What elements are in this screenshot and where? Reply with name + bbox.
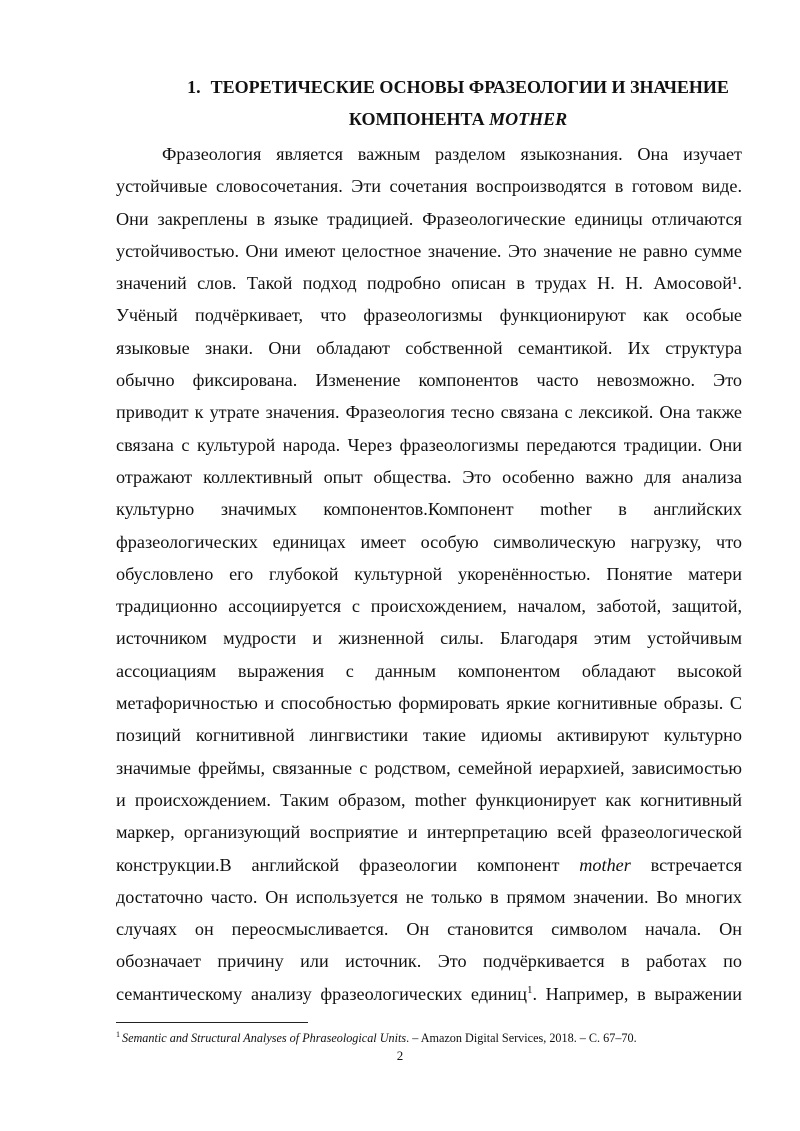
chapter-heading-line-2 bbox=[116, 106, 800, 132]
footnote-source-details: . – Amazon Digital Services, 2018. – С. 67–70. bbox=[406, 1031, 637, 1045]
text-segment: . Например, в выражении bbox=[532, 983, 742, 1004]
text-line: маркер, организующий восприятие и интерпретацию всей фразеологической bbox=[116, 822, 742, 843]
text-segment: встречается bbox=[650, 854, 742, 875]
text-segment: конструкции.В английской фразеологии компонент bbox=[116, 854, 560, 875]
text-line: отражают коллективный опыт общества. Это особенно важно для анализа bbox=[116, 466, 742, 487]
text-line: случаях он переосмысливается. Он становится символом начала. Он bbox=[116, 919, 742, 940]
text-line: и происхождением. Таким образом, mother функционирует как когнитивный bbox=[116, 789, 742, 810]
text-line: обусловлено его глубокой культурной укоренённостью. Понятие матери bbox=[116, 563, 742, 584]
text-line: языковые знаки. Они обладают собственной семантикой. Их структура bbox=[116, 337, 742, 358]
text-line: обозначает причину или источник. Это подчёркивается в работах по bbox=[116, 951, 742, 972]
chapter-title-keyword: MOTHER bbox=[489, 109, 568, 129]
page-number: 2 bbox=[396, 1048, 404, 1063]
text-line: метафоричностью и способностью формировать яркие когнитивные образы. С bbox=[116, 693, 742, 714]
text-line: устойчивостью. Они имеют целостное значение. Это значение не равно сумме bbox=[116, 240, 742, 261]
text-line-mixed bbox=[116, 978, 742, 1010]
footnote-source-title: Semantic and Structural Analyses of Phraseological Units bbox=[122, 1031, 407, 1045]
text-line: устойчивые словосочетания. Эти сочетания воспроизводятся в готовом виде. bbox=[116, 176, 742, 197]
chapter-number: 1. bbox=[187, 77, 201, 97]
text-line: традиционно ассоциируется с происхождением, началом, заботой, защитой, bbox=[116, 596, 742, 617]
text-line: Они закреплены в языке традицией. Фразеологические единицы отличаются bbox=[116, 208, 742, 229]
chapter-title-line-2: КОМПОНЕНТА bbox=[348, 109, 485, 129]
text-line: связана с культурой народа. Через фразеологизмы передаются традиции. Они bbox=[116, 434, 742, 455]
text-line-mixed bbox=[116, 849, 742, 881]
text-line: значимые фреймы, связанные с родством, семейной иерархией, зависимостью bbox=[116, 757, 742, 778]
footnote-marker: 1 bbox=[116, 1029, 120, 1039]
chapter-heading-line-1 bbox=[116, 74, 800, 100]
text-line: ассоциациям выражения с данным компонентом обладают высокой bbox=[116, 660, 742, 681]
text-line: обычно фиксирована. Изменение компонентов часто невозможно. Это bbox=[116, 370, 742, 391]
text-line: культурно значимых компонентов.Компонент mother в английских bbox=[116, 499, 742, 520]
text-line: Фразеология является важным разделом языкознания. Она изучает bbox=[162, 144, 742, 164]
text-line: значений слов. Такой подход подробно описан в трудах Н. Н. Амосовой¹. bbox=[116, 273, 742, 294]
italic-term: mother bbox=[579, 854, 631, 875]
footnote-reference[interactable]: 1 bbox=[526, 983, 533, 996]
text-segment: семантическому анализу фразеологических единиц bbox=[116, 983, 527, 1004]
body-text bbox=[116, 138, 742, 1010]
text-line: Учёный подчёркивает, что фразеологизмы функционируют как особые bbox=[116, 305, 742, 326]
footnote-separator bbox=[116, 1022, 308, 1023]
text-line: приводит к утрате значения. Фразеология тесно связана с лексикой. Она также bbox=[116, 402, 742, 423]
text-line: фразеологических единицах имеет особую символическую нагрузку, что bbox=[116, 531, 742, 552]
text-line: позиций когнитивной лингвистики такие идиомы активируют культурно bbox=[116, 725, 742, 746]
footnote bbox=[116, 1030, 756, 1046]
chapter-title-line-1: ТЕОРЕТИЧЕСКИЕ ОСНОВЫ ФРАЗЕОЛОГИИ И ЗНАЧЕНИЕ bbox=[210, 77, 729, 97]
text-line: достаточно часто. Он используется не только в прямом значении. Во многих bbox=[116, 886, 742, 907]
text-line: источником мудрости и жизненной силы. Благодаря этим устойчивым bbox=[116, 628, 742, 649]
